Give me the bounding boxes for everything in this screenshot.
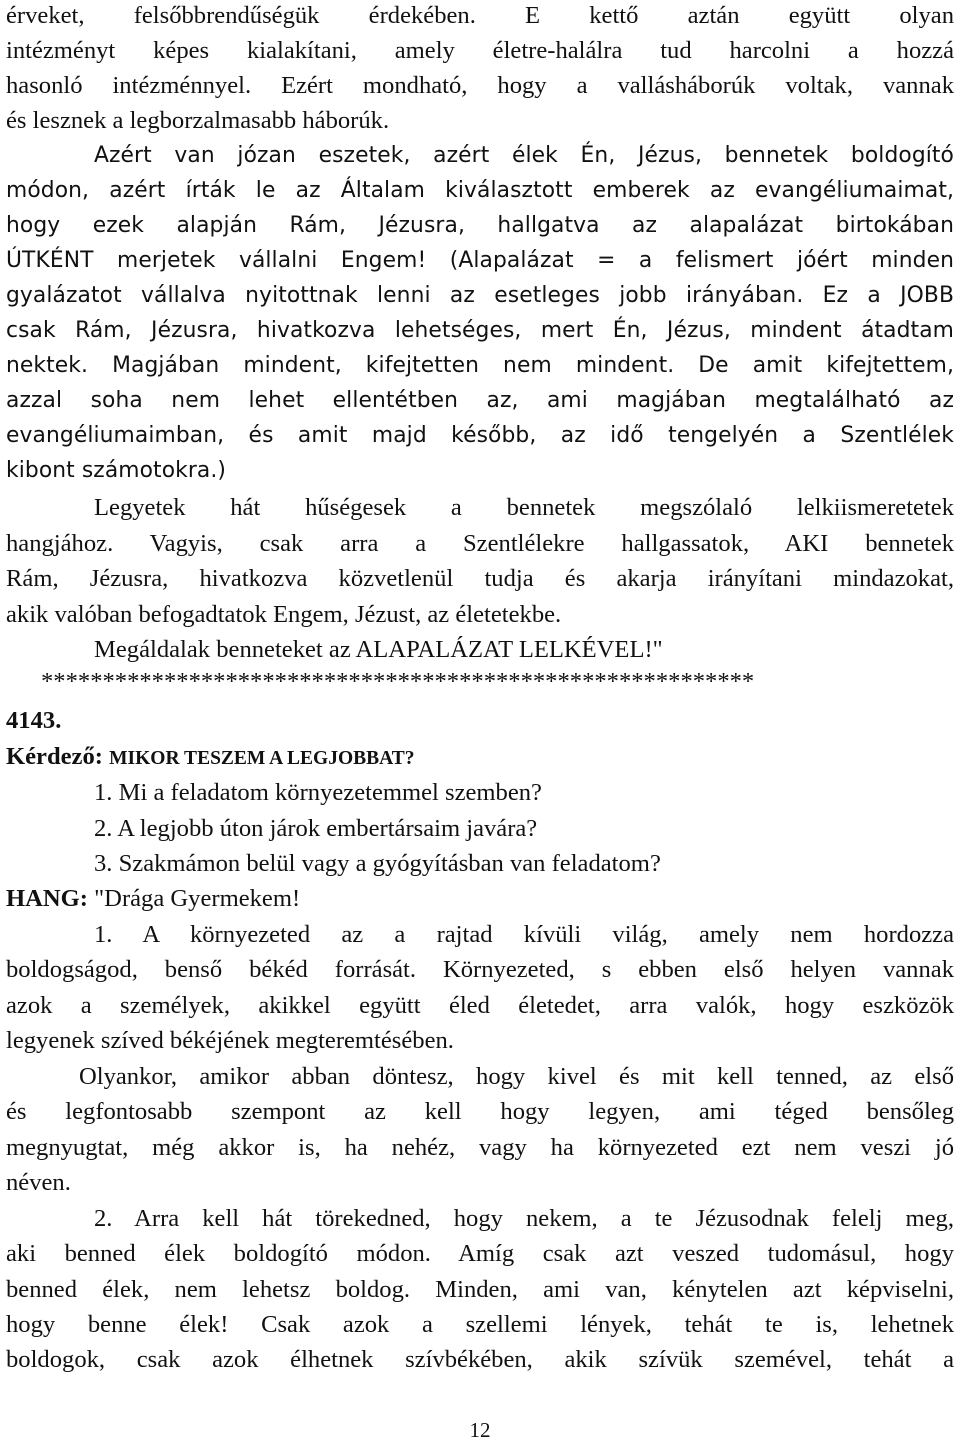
question-item: 1. Mi a feladatom környezetemmel szemben? [94,779,542,806]
text-line: evangéliumaimban, és amit majd később, az idő tengelyén a Szentlélek [6,423,954,448]
question-item: 2. A legjobb úton járok embertársaim javára? [94,815,538,842]
questioner-label: Kérdező: [6,743,103,770]
text-line: Megáldalak benneteket az ALAPALÁZAT LELKÉVEL!" [94,636,663,663]
text-line: nektek. Magjában mindent, kifejtetten nem mindent. De amit kifejtettem, [6,353,954,378]
text-line: hasonló intézménnyel. Ezért mondható, hogy a vallásháborúk voltak, vannak [6,72,954,99]
text-line: csak Rám, Jézusra, hivatkozva lehetséges, mert Én, Jézus, mindent átadtam [6,318,954,343]
text-line: gyalázatot vállalva nyitottnak lenni az esetleges jobb irányában. Ez a JOBB [6,283,954,308]
text-line: azzal soha nem lehet ellentétben az, ami magjában megtalálható az [6,388,954,413]
text-line: módon, azért írták le az Általam kiválasztott emberek az evangéliumaimat, [6,178,954,203]
text-line: Azért van józan eszetek, azért élek Én, Jézus, bennetek boldogító [94,143,954,168]
answer-header [6,881,954,917]
text-line: boldogok, csak azok élhetnek szívbékében, akik szívük szemével, tehát a [6,1346,954,1373]
section-number: 4143. [6,707,62,734]
salutation: "Drága Gyermekem! [94,885,301,912]
text-line: hangjához. Vagyis, csak arra a Szentlélekre hallgassatok, AKI bennetek [6,530,954,557]
voice-label: HANG: [6,885,88,912]
text-line: 2. Arra kell hát törekedned, hogy nekem, a te Jézusodnak felelj meg, [94,1205,954,1232]
text-line: intézményt képes kialakítani, amely életre-halálra tud harcolni a hozzá [6,37,954,64]
text-line: Rám, Jézusra, hivatkozva közvetlenül tudja és akarja irányítani mindazokat, [6,565,954,592]
text-line: megnyugtat, még akkor is, ha nehéz, vagy ha környezeted ezt nem veszi jó [6,1134,954,1161]
text-line: legyenek szíved békéjének megteremtésében. [6,1027,454,1054]
text-line: hogy ezek alapján Rám, Jézusra, hallgatva az alapalázat birtokában [6,213,954,238]
text-line: benned élek, nem lehetsz boldog. Minden, ami van, kénytelen azt képviselni, [6,1276,954,1303]
text-line: és legfontosabb szempont az kell hogy legyen, ami téged bensőleg [6,1098,954,1125]
page-number: 12 [469,1418,491,1442]
text-line: és lesznek a legborzalmasabb háborúk. [6,107,390,134]
text-line: hogy benne élek! Csak azok a szellemi lények, tehát te is, lehetnek [6,1311,954,1338]
asterisk-separator: ********************************************************** [41,668,755,695]
text-line: azok a személyek, akikkel együtt éled életedet, arra valók, hogy eszközök [6,992,954,1019]
question-header [6,739,954,775]
text-line: kibont számotokra.) [6,458,227,483]
text-line: Legyetek hát hűségesek a bennetek megszólaló lelkiismeretetek [94,494,954,521]
text-line: néven. [6,1169,71,1196]
question-item: 3. Szakmámon belül vagy a gyógyításban van feladatom? [94,850,661,877]
text-line: 1. A környezeted az a rajtad kívüli világ, amely nem hordozza [94,921,954,948]
text-line: Olyankor, amikor abban döntesz, hogy kivel és mit kell tenned, az első [79,1063,954,1090]
text-line: aki benned élek boldogító módon. Amíg csak azt veszed tudomásul, hogy [6,1240,954,1267]
text-line: akik valóban befogadtatok Engem, Jézust, az életetekbe. [6,601,562,628]
document-page [6,0,954,1447]
text-line: érveket, felsőbbrendűségük érdekében. E kettő aztán együtt olyan [6,2,954,29]
question-title: MIKOR TESZEM A LEGJOBBAT? [109,748,415,769]
text-line: ÚTKÉNT merjetek vállalni Engem! (Alapalázat = a felismert jóért minden [6,248,954,273]
text-line: boldogságod, benső békéd forrását. Környezeted, s ebben első helyen vannak [6,956,954,983]
